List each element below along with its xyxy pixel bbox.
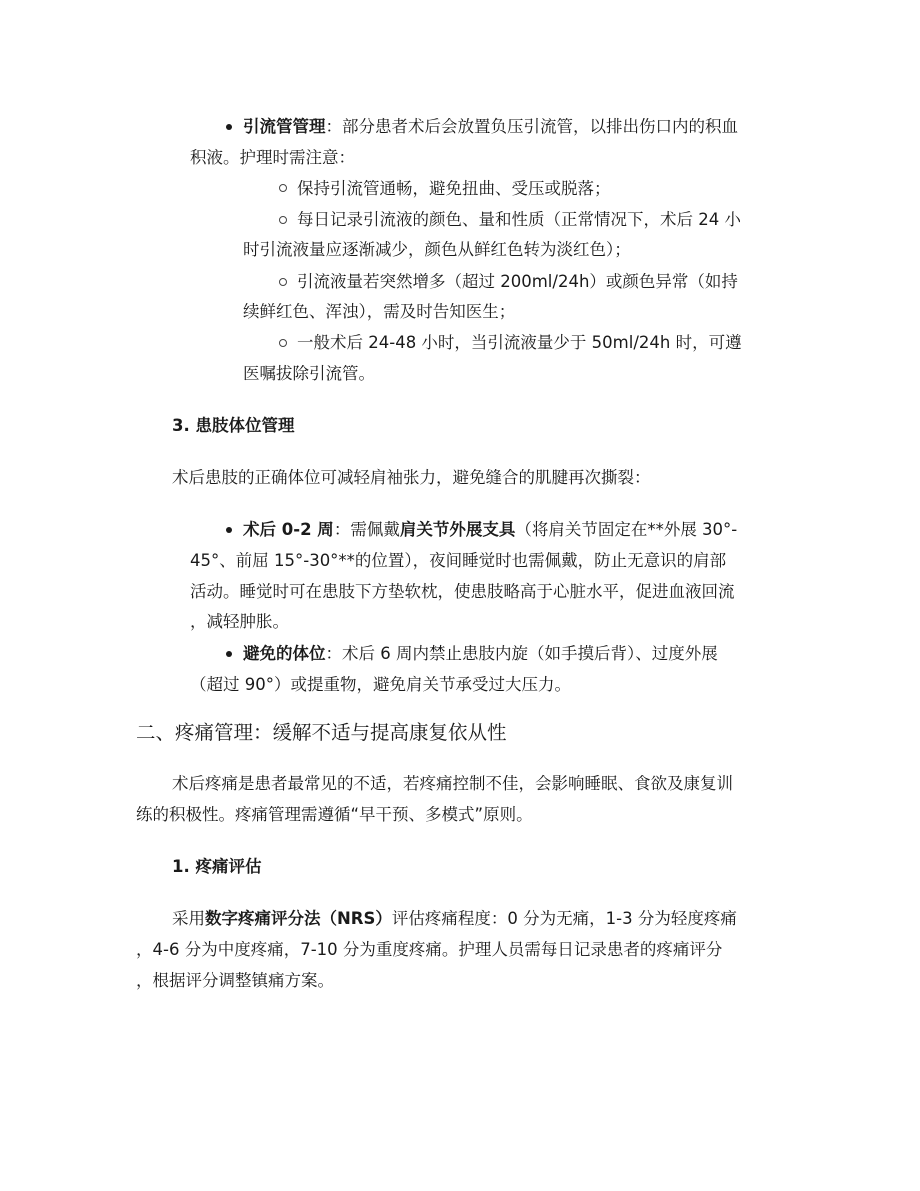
avoid-label: 避免的体位 [243,644,326,663]
pain-section-heading: 二、疼痛管理：缓解不适与提高康复依从性 [136,721,507,744]
drainage-item-2-cont: 时引流液量应逐渐减少，颜色从鲜红色转为淡红色）； [243,240,631,259]
pain-para2-line2: ，4-6 分为中度疼痛，7-10 分为重度疼痛。护理人员需每日记录患者的疼痛评分 [136,940,723,959]
pain-assessment-heading: 1. 疼痛评估 [172,857,262,876]
circle-bullet-2 [279,216,287,224]
section3-heading: 3. 患肢体位管理 [172,416,295,435]
bullet-drainage [226,124,232,130]
drainage-item-4: 一般术后 24-48 小时，当引流液量少于 50ml/24h 时，可遵 [297,333,742,352]
postop-line2: 45°、前屈 15°-30°**的位置），夜间睡觉时也需佩戴，防止无意识的肩部 [190,551,727,570]
section3-intro: 术后患肢的正确体位可减轻肩袖张力，避免缝合的肌腱再次撕裂： [172,468,651,487]
drainage-intro-line [243,111,738,143]
circle-bullet-1 [279,184,287,192]
postop-label: 术后 0-2 周 [243,520,334,539]
avoid-line2: （超过 90°）或提重物，避免肩关节承受过大压力。 [190,675,571,694]
drainage-item-2: 每日记录引流液的颜色、量和性质（正常情况下，术后 24 小 [297,210,741,229]
avoid-text: ：术后 6 周内禁止患肢内旋（如手摸后背）、过度外展 [325,644,718,663]
postop-brace: 肩关节外展支具 [399,520,516,539]
drainage-item-3-cont: 续鲜红色、浑浊），需及时告知医生； [243,302,516,321]
postop-line1 [243,514,737,546]
drainage-intro-text: ：部分患者术后会放置负压引流管，以排出伤口内的积血 [325,117,738,136]
pain-para2-pre: 采用 [172,909,205,928]
drainage-item-4-cont: 医嘱拔除引流管。 [243,364,375,383]
bullet-postop [226,527,232,533]
drainage-item-3: 引流液量若突然增多（超过 200ml/24h）或颜色异常（如持 [297,272,738,291]
avoid-line1 [243,638,718,670]
pain-para1-line2: 练的积极性。疼痛管理需遵循“早干预、多模式”原则。 [136,805,533,824]
postop-text-c: （将肩关节固定在**外展 30°- [515,520,738,539]
bullet-avoid [226,651,232,657]
postop-line3: 活动。睡觉时可在患肢下方垫软枕，使患肢略高于心脏水平，促进血液回流 [190,582,735,601]
pain-para2-line1 [172,903,737,935]
nrs-label: 数字疼痛评分法（NRS） [205,909,392,928]
pain-para1-line1: 术后疼痛是患者最常见的不适，若疼痛控制不佳，会影响睡眠、食欲及康复训 [172,774,733,793]
postop-text-a: ：需佩戴 [333,520,400,539]
drainage-item-1: 保持引流管通畅，避免扭曲、受压或脱落； [297,179,611,198]
circle-bullet-4 [279,339,287,347]
drainage-label: 引流管管理 [243,117,326,136]
pain-para2-text: 评估疼痛程度：0 分为无痛，1-3 分为轻度疼痛 [391,909,737,928]
postop-line4: ，减轻肿胀。 [190,612,289,631]
pain-para2-line3: ，根据评分调整镇痛方案。 [136,971,334,990]
circle-bullet-3 [279,278,287,286]
drainage-intro-cont: 积液。护理时需注意： [190,148,355,167]
